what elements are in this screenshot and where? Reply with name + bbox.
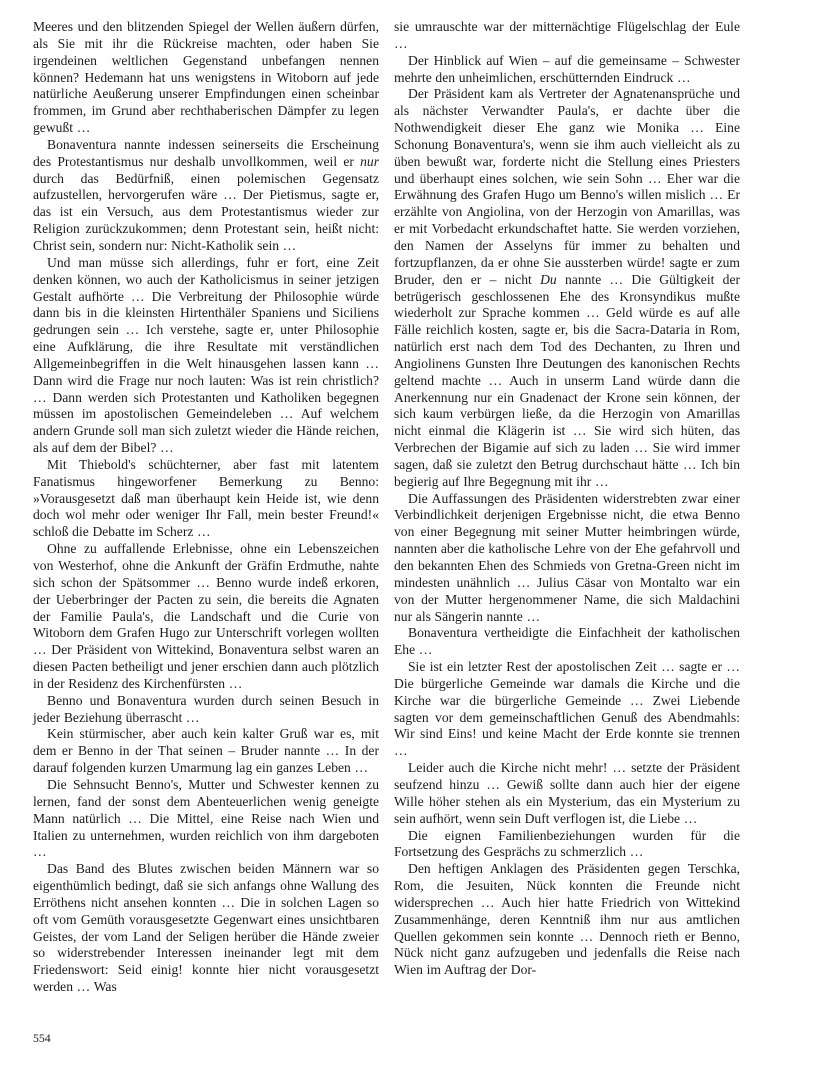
paragraph — [394, 86, 740, 490]
paragraph — [33, 19, 379, 137]
text-run: nannte … Die Gültigkeit der betrügerisch geschlossenen Ehe des Kronsyndikus mußte wiederholt zur Sprache kommen … Geld würde es auf alle Fälle reichlich kosten, sagte er, bis die Sacra-Dataria in Rom, natürlich erst nach dem Tod des Dechanten, zu Ihren und Angiolinens Gunsten Ihre Deutungen des kanonischen Rechts geltend machte … Auch in unserm Land würde dann die Anerkennung nur ein Gnadenact der Krone sein können, der sich kaum verbürgen ließe, da die Herzogin von Amarillas nicht einmal die Klägerin ist … Sie wird sich hüten, das Verbrechen der Bigamie auf sich zu laden … Sie wird immer sagen, daß sie zuletzt den Betrug durchschaut hätte … Ich bin begierig auf Ihre Begegnung mit ihr … — [394, 271, 741, 489]
emphasized-text-run: nur — [360, 153, 379, 169]
left-column — [33, 19, 379, 996]
text-run: Das Band des Blutes zwischen beiden Männern war so eigenthümlich bedingt, daß sie sich anfangs ohne Wallung des Erröthens nicht ansehen konnten … Die in solchen Lagen so oft vom Gemüth vorausgesetzte Gegenwart eines unsichtbaren Geistes, der vom Land der Seligen herüber die Hände zweier so widerstrebender Interessen ineinander legt mit dem Friedenswort: Seid einig! konnte hier nicht vorausgesetzt werden … Was — [33, 861, 379, 995]
text-run: Bonaventura nannte indessen seinerseits die Erscheinung des Protestantismus nur deshalb unvollkommen, weil er — [33, 136, 379, 169]
right-column — [394, 19, 740, 996]
paragraph — [33, 457, 379, 541]
text-columns — [33, 19, 740, 996]
paragraph — [394, 625, 740, 659]
paragraph — [33, 726, 379, 777]
emphasized-text-run: Du — [540, 271, 557, 287]
text-run: Sie ist ein letzter Rest der apostolischen Zeit … sagte er … Die bürgerliche Gemeinde war damals die Kirche und die Kirche war die bürgerliche Gemeinde … Zwei Liebende sagten vor dem gemeinschaftlichen Genuß des Abendmahls: Wir sind Eins! und keine Macht der Erde konnte sie trennen … — [394, 659, 740, 759]
text-run: Die eignen Familienbeziehungen wurden für die Fortsetzung des Gesprächs zu schmerzlich … — [394, 827, 740, 860]
text-run: Die Auffassungen des Präsidenten widerstrebten zwar einer Verbindlichkeit derjenigen Ergebnisse nicht, die etwa Benno von einer Begegnung mit seiner Mutter heimbringen würde, nannten aber die katholische Lehre von der Ehe gefahrvoll und den bekannten Ehen des Schmieds von Gretna-Green nicht im mindesten unähnlich … Julius Cäsar von Montalto war ein von der Mutter hergenommener Name, die sich Maldachini nur als Sängerin nannte … — [394, 490, 740, 624]
paragraph — [394, 19, 740, 53]
page-number: 554 — [33, 1031, 51, 1045]
paragraph — [394, 828, 740, 862]
text-run: Der Präsident kam als Vertreter der Agnatenansprüche und als nächster Verwandter Paula's, er dachte über die Nothwendigkeit dieser Ehe ganz wie Monika … Eine Schonung Bonaventura's, wenn sie ihm auch vielleicht als zu üben bewußt war, forderte nicht die Stellung eines Priesters und überhaupt eines solchen, wie sein Sohn … Eher war die Erwähnung des Grafen Hugo um Benno's willen mislich … Er erzählte von Angiolina, von der Herzogin von Amarillas, was er mit Vorbedacht erkundschaftet hatte. Sie werden vorziehen, den Namen der Asselyns für immer zu behalten und fortzupflanzen, da er ohne Sie aussterben würde! sagte er zum Bruder, den er – nicht — [394, 86, 740, 287]
text-run: sie umrauschte war der mitternächtige Flügelschlag der Eule … — [394, 19, 740, 51]
paragraph — [33, 861, 379, 996]
paragraph — [394, 53, 740, 87]
paragraph — [394, 861, 740, 979]
paragraph — [33, 693, 379, 727]
paragraph — [33, 255, 379, 457]
text-run: Und man müsse sich allerdings, fuhr er fort, eine Zeit denken können, wo auch der Katholicismus in seiner jetzigen Gestalt aufhörte … Die Verbreitung der Philosophie würde dann bis in die kleinsten Hirtenthäler Spaniens und Siciliens gedrungen sein … Ich verstehe, sagte er, unter Philosophie eine Aufklärung, die ihre Resultate mit verständlichen Allgemeinbegriffen in die Welt hinausgehen lassen kann … Dann wird die Frage nur noch lauten: Was ist rein christlich? … Dann werden sich Protestanten und Katholiken begegnen müssen im apostolischen Gemeindeleben … Auf welchem andern Grunde soll man sich zuletzt wieder die Hände reichen, als auf dem der Bibel? … — [33, 254, 379, 456]
paragraph — [33, 137, 379, 255]
text-run: Der Hinblick auf Wien – auf die gemeinsame – Schwester mehrte den unheimlichen, erschütternden Eindruck … — [394, 52, 740, 85]
paragraph — [33, 541, 379, 693]
paragraph — [394, 659, 740, 760]
text-run: Die Sehnsucht Benno's, Mutter und Schwester kennen zu lernen, fand der sonst dem Abenteuerlichen wenig geneigte Mann natürlich … Die Mittel, eine Reise nach Wien und Italien zu unternehmen, wurden reichlich von ihm dargeboten … — [33, 776, 379, 860]
text-run: Benno und Bonaventura wurden durch seinen Besuch in jeder Beziehung überrascht … — [33, 692, 379, 725]
text-run: Leider auch die Kirche nicht mehr! … setzte der Präsident seufzend hinzu … Gewiß sollte dann auch hier der eigene Wille höher stehen als ein Mysterium, das ein Mysterium zu sein aufhört, wenn sein Duft verflogen ist, die Liebe … — [394, 760, 740, 826]
paragraph — [394, 491, 740, 626]
text-run: durch das Bedürfniß, einen polemischen Gegensatz aufzustellen, hervorgerufen wäre … Der Pietismus, sagte er, das ist ein Versuch, aus dem Protestantismus wieder zur Religion zurückzukommen; denn Protestant sein, heißt nicht: Christ sein, sondern nur: Nicht-Katholik sein … — [33, 170, 379, 253]
text-run: Ohne zu auffallende Erlebnisse, ohne ein Lebenszeichen von Westerhof, ohne die Ankunft der Gräfin Erdmuthe, nahte sich schon der Spätsommer … Benno wurde indeß erkoren, der Ueberbringer der Pacten zu sein, die bereits die Agnaten der Familie Paula's, die Landschaft und die Curie von Witoborn dem Grafen Hugo zur Unterschrift vorlegen wollten … Der Präsident von Wittekind, Bonaventura selbst waren an diesen Pacten betheiligt und jener erschien dann auch plötzlich in der Residenz des Kirchenfürsten … — [33, 541, 379, 691]
text-run: Kein stürmischer, aber auch kein kalter Gruß war es, mit dem er Benno in der That seinen – Bruder nannte … In der darauf folgenden kurzen Umarmung lag ein ganzes Leben … — [33, 726, 379, 776]
paragraph — [394, 760, 740, 827]
text-run: Den heftigen Anklagen des Präsidenten gegen Terschka, Rom, die Jesuiten, Nück konnten die Freunde nicht widersprechen … Auch hier hatte Friedrich von Wittekind Zusammenhänge, deren Kenntniß ihm nur aus amtlichen Quellen gekommen sein konnte … Dennoch rieth er Benno, Nück nicht ganz aufzugeben und jedenfalls die Reise nach Wien im Auftrag der Dor- — [394, 861, 740, 978]
text-run: Mit Thiebold's schüchterner, aber fast mit latentem Fanatismus hingeworfener Bemerkung zu Benno: »Vorausgesetzt daß man überhaupt kein Heide ist, wie denn doch wol mehr oder weniger Ihr Fall, mein bester Freund!« schloß die Debatte im Scherz … — [33, 456, 379, 540]
text-run: Bonaventura vertheidigte die Einfachheit der katholischen Ehe … — [394, 625, 740, 658]
paragraph — [33, 777, 379, 861]
text-run: Meeres und den blitzenden Spiegel der Wellen äußern dürfen, als Sie mit ihr die Rückreise machten, oder haben Sie irgendeinen weltlichen Gegenstand unbefangen nennen können? Hedemann hat uns wenigstens in Witoborn auf jede natürliche Aeußerung unserer Empfindungen einen scheinbar frommen, im Grund aber rechthaberischen Dämpfer zu legen gewußt … — [33, 19, 379, 136]
